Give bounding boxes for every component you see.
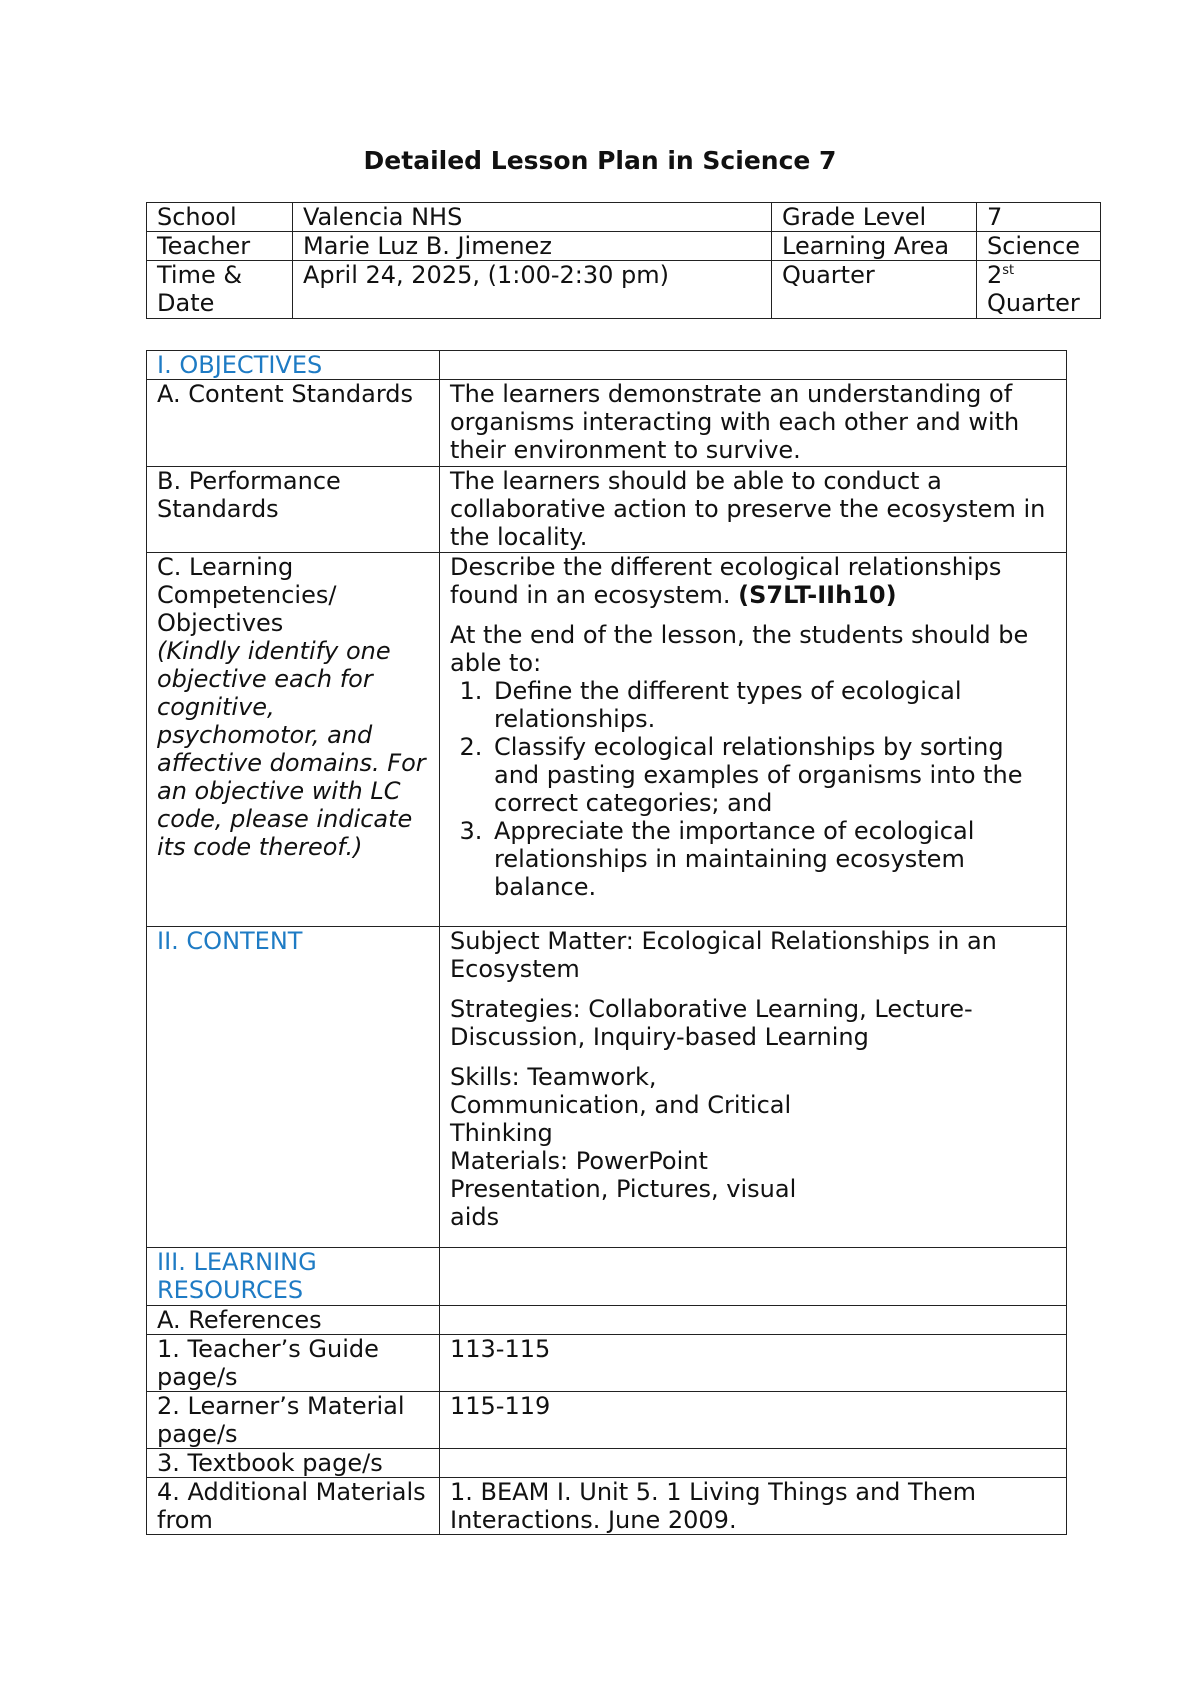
skills-line-3: Thinking: [450, 1119, 553, 1147]
content-details: [440, 927, 1067, 1248]
lesson-plan-table: [146, 350, 1067, 1535]
school-value: Valencia NHS: [293, 203, 772, 232]
strategies: Strategies: Collaborative Learning, Lecture-Discussion, Inquiry-based Learning: [450, 995, 973, 1051]
textbook-label: 3. Textbook page/s: [147, 1449, 440, 1478]
teachers-guide-value: 113-115: [440, 1335, 1067, 1392]
grade-value: 7: [977, 203, 1101, 232]
resources-heading: III. LEARNING RESOURCES: [147, 1248, 440, 1306]
objectives-list: [450, 677, 1056, 901]
performance-standards-value: The learners should be able to conduct a collaborative action to preserve the ecosystem in the locality.: [440, 467, 1067, 553]
objective-item: 2. Classify ecological relationships by sorting and pasting examples of organisms into the correct categories; and: [490, 733, 1056, 817]
materials-line-1: Materials: PowerPoint: [450, 1147, 708, 1175]
time-value: April 24, 2025, (1:00-2:30 pm): [293, 261, 772, 319]
school-label: School: [147, 203, 293, 232]
quarter-number: 2: [987, 261, 1003, 289]
empty-cell: [440, 351, 1067, 380]
competencies-content: [440, 553, 1067, 927]
content-standards-label: A. Content Standards: [147, 380, 440, 467]
objectives-intro: At the end of the lesson, the students should be able to:: [450, 621, 1029, 677]
materials-line-2: Presentation, Pictures, visual: [450, 1175, 797, 1203]
empty-cell: [440, 1306, 1067, 1335]
learners-material-value: 115-119: [440, 1392, 1067, 1449]
teachers-guide-label: 1. Teacher’s Guide page/s: [147, 1335, 440, 1392]
grade-label: Grade Level: [772, 203, 977, 232]
skills-line-1: Skills: Teamwork,: [450, 1063, 657, 1091]
objective-item: 1. Define the different types of ecological relationships.: [490, 677, 1056, 733]
competencies-note: (Kindly identify one objective each for cognitive, psychomotor, and affective domains. For an objective with LC code, please indicate its code thereof.): [157, 637, 426, 861]
competency-code: (S7LT-IIh10): [738, 581, 897, 609]
area-value: Science: [977, 232, 1101, 261]
competency-text: Describe the different ecological relationships found in an ecosystem.: [450, 553, 1002, 609]
subject-matter: Subject Matter: Ecological Relationships in an Ecosystem: [450, 927, 997, 983]
area-label: Learning Area: [772, 232, 977, 261]
performance-standards-label: B. Performance Standards: [147, 467, 440, 553]
time-label: Time & Date: [147, 261, 293, 319]
empty-cell: [440, 1248, 1067, 1306]
skills-line-2: Communication, and Critical: [450, 1091, 792, 1119]
additional-materials-label: 4. Additional Materials from: [147, 1478, 440, 1535]
objective-item: 3. Appreciate the importance of ecological relationships in maintaining ecosystem balance.: [490, 817, 1056, 901]
teacher-label: Teacher: [147, 232, 293, 261]
learners-material-label: 2. Learner’s Material page/s: [147, 1392, 440, 1449]
quarter-suffix: st: [1002, 263, 1015, 278]
competencies-label: C. Learning Competencies/ Objectives: [157, 553, 337, 637]
quarter-word: Quarter: [987, 289, 1080, 317]
content-heading: II. CONTENT: [147, 927, 440, 1248]
references-label: A. References: [147, 1306, 440, 1335]
competencies-cell: [147, 553, 440, 927]
info-table: [146, 202, 1101, 319]
empty-cell: [440, 1449, 1067, 1478]
quarter-value: [977, 261, 1101, 319]
additional-materials-value: 1. BEAM I. Unit 5. 1 Living Things and Them Interactions. June 2009.: [440, 1478, 1067, 1535]
materials-line-3: aids: [450, 1203, 500, 1231]
quarter-label: Quarter: [772, 261, 977, 319]
document-title: Detailed Lesson Plan in Science 7: [363, 146, 837, 175]
teacher-value: Marie Luz B. Jimenez: [293, 232, 772, 261]
objectives-heading: I. OBJECTIVES: [147, 351, 440, 380]
content-standards-value: The learners demonstrate an understanding of organisms interacting with each other and with their environment to survive.: [440, 380, 1067, 467]
